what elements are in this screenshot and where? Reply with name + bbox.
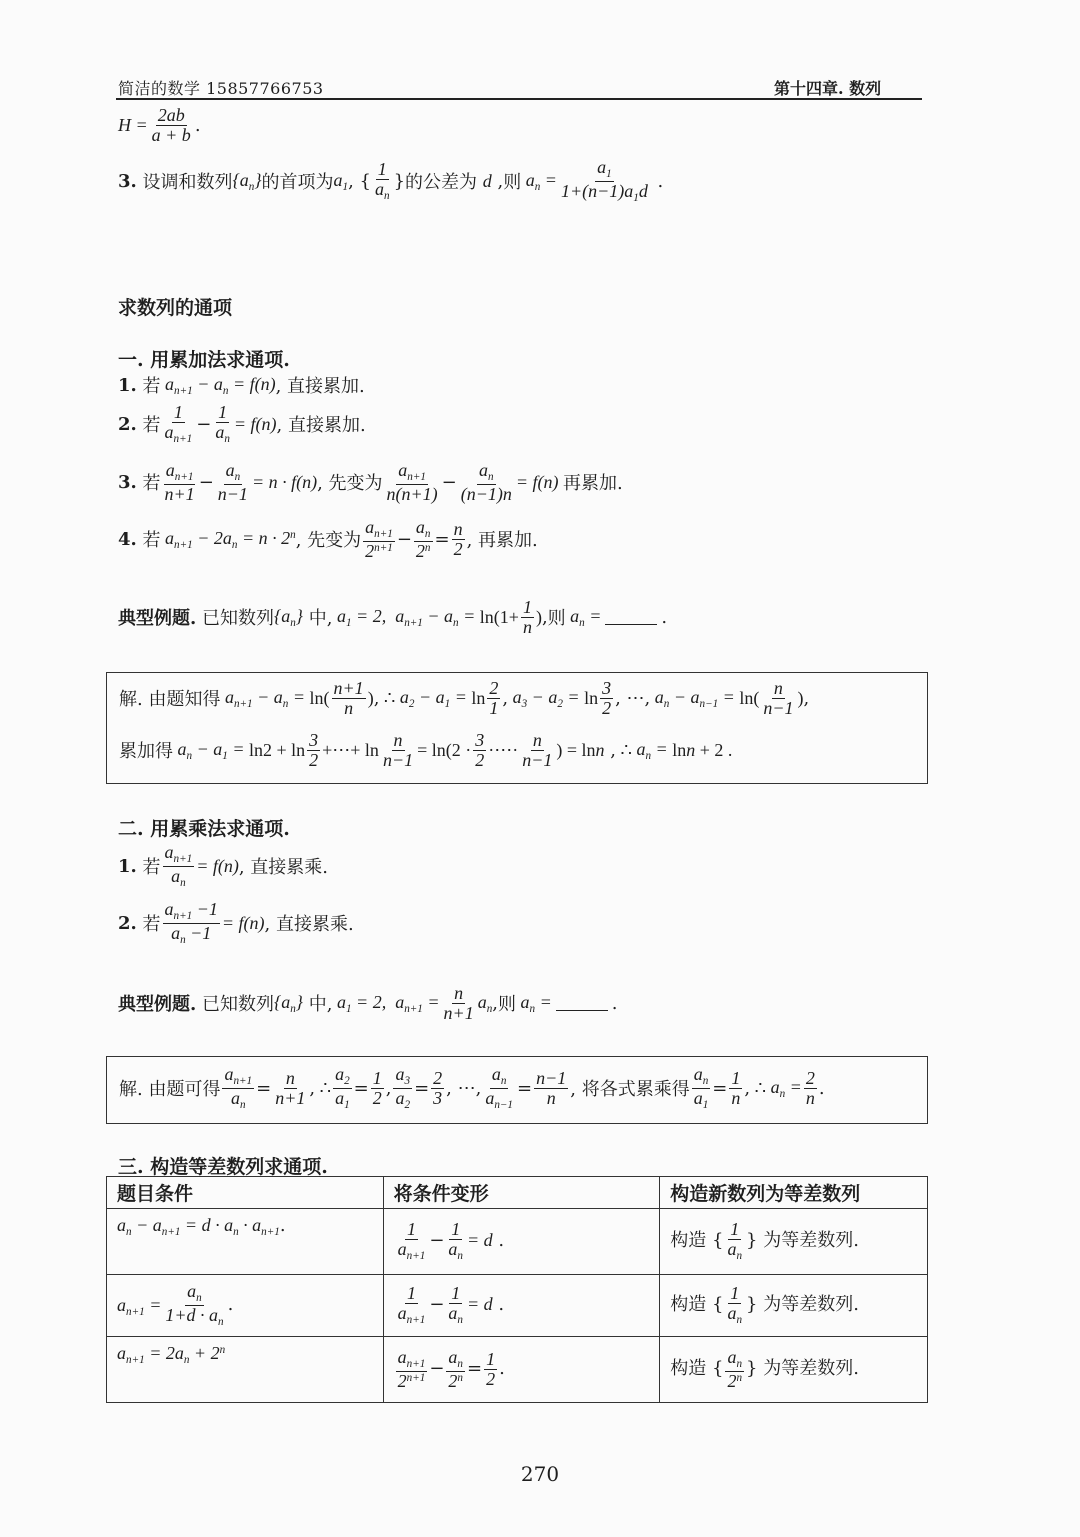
table-cell: $a_n - a_{n+1} = d \cdot a_n \cdot a_{n+1}$. [107, 1209, 384, 1275]
part3-title: 三. 构造等差数列求通项. [118, 1156, 328, 1178]
answer-blank [556, 996, 608, 1011]
table-cell: $\frac{a_{n+1}}{2^{n+1}}$ − $\frac{a_n}{2^n}$ = $\frac{1}{2}$ . [383, 1337, 660, 1403]
header-chapter: 第十四章. 数列 [774, 79, 882, 98]
table-header-cell: 将条件变形 [383, 1177, 660, 1209]
part1-solution-box [106, 672, 928, 784]
table-header-row [107, 1177, 928, 1209]
header-left: 简洁的数学 15857766753 [118, 79, 324, 98]
part1-item-3: 3. 若 $\frac{a_{n+1}}{n+1}$ − $\frac{a_n}{n-1}$ = n · f(n) , 先变为 $\frac{a_{n+1}}{n(n+1)}$ − $\frac{a_n}{(n-1)n}$ = f(n) 再累加. [118, 460, 623, 504]
table-cell: 构造 { $\frac{a_n}{2^n}$ } 为等差数列. [660, 1337, 928, 1403]
table-row [107, 1275, 928, 1337]
table-header-cell: 题目条件 [107, 1177, 384, 1209]
part2-example: 典型例题. 已知数列 $\{a_n\}$ 中, $a_1 = 2$, $a_{n+1}$ = $\frac{n}{n+1}$ $a_n$ , 则 $a_n$ = . [118, 983, 618, 1023]
part1-solution-line1: 解. 由题知得 $a_{n+1} - a_n$ = ln( $\frac{n+1}{n}$ ) , ∴ $a_2 - a_1$ = ln $\frac{2}{1}$ , $a_3 - a_2$ = ln $\frac{3}{2}$ , ⋯, $a_n - a_{n-1}$ = ln( $\frac{n}{n-1}$ ) , [119, 678, 810, 718]
table-cell: 构造 { $\frac{1}{a_n}$ } 为等差数列. [660, 1275, 928, 1337]
table-cell: $\frac{1}{a_{n+1}}$ − $\frac{1}{a_n}$ = d . [383, 1275, 660, 1337]
part1-item-2: 2. 若 $\frac{1}{a_{n+1}}$ − $\frac{1}{a_n}$ = f(n) , 直接累加. [118, 402, 366, 445]
part1-title: 一. 用累加法求通项. [118, 349, 290, 371]
part2-item-2: 2. 若 $\frac{a_{n+1} -1}{a_n -1}$ = f(n) , 直接累乘. [118, 899, 354, 946]
harmonic-item-3: 3. 设调和数列 $\{a_n\}$ 的首项为 $a_1$ , { $\frac{1}{a_n}$ } 的公差为 d , 则 $a_n$ = $\frac{a_1}{1+(n-1)a_1d}$ . [118, 157, 664, 204]
table-cell: $a_{n+1}$ = $\frac{a_n}{1+d \cdot a_n}$ . [107, 1275, 384, 1337]
table-cell: $\frac{1}{a_{n+1}}$ − $\frac{1}{a_n}$ = d . [383, 1209, 660, 1275]
arithmetic-construction-table [106, 1176, 928, 1403]
section-title: 求数列的通项 [118, 297, 233, 319]
table-cell: 构造 { $\frac{1}{a_n}$ } 为等差数列. [660, 1209, 928, 1275]
part2-solution-box [106, 1056, 928, 1124]
part2-solution-line: 解. 由题可得 $\frac{a_{n+1}}{a_n}$ = $\frac{n}{n+1}$ , ∴ $\frac{a_2}{a_1}$ = $\frac{1}{2}$ , $\frac{a_3}{a_2}$ = $\frac{2}{3}$ , ⋯, $\frac{a_n}{a_{n-1}}$ = $\frac{n-1}{n}$ , 将各式累乘得 $\frac{a_n}{a_1}$ = $\frac{1}{n}$ , ∴ $a_n$ = $\frac{2}{n}$ . [119, 1064, 825, 1111]
table-row [107, 1209, 928, 1275]
part1-item-1: 1. 若 $a_{n+1} - a_n = f(n)$ , 直接累加. [118, 373, 365, 397]
harmonic-mean-formula: H = $\frac{2ab}{a + b}$ . [118, 105, 201, 145]
table-row [107, 1337, 928, 1403]
part1-solution-line2: 累加得 $a_n - a_1$ = ln2 + ln $\frac{3}{2}$ +⋯+ ln $\frac{n}{n-1}$ = ln(2 · $\frac{3}{2}$ ·⋯· $\frac{n}{n-1}$ ) = ln n , ∴ $a_n$ = ln n + 2 . [119, 730, 733, 770]
part2-title: 二. 用累乘法求通项. [118, 818, 290, 840]
part1-item-4: 4. 若 $a_{n+1} - 2a_n = n \cdot 2^n$ , 先变为 $\frac{a_{n+1}}{2^{n+1}}$ − $\frac{a_n}{2^n}$ = $\frac{n}{2}$ , 再累加. [118, 517, 538, 561]
table-header-cell: 构造新数列为等差数列 [660, 1177, 928, 1209]
table-cell: $a_{n+1} = 2a_n + 2^n$ [107, 1337, 384, 1403]
part2-item-1: 1. 若 $\frac{a_{n+1}}{a_n}$ = f(n) , 直接累乘. [118, 842, 329, 889]
page-number: 270 [520, 1462, 560, 1486]
part1-example: 典型例题. 已知数列 $\{a_n\}$ 中, $a_1 = 2$, $a_{n+1} - a_n$ = ln(1+ $\frac{1}{n}$ ) , 则 $a_n$ = . [118, 597, 668, 637]
header-rule [116, 98, 922, 100]
answer-blank [605, 610, 657, 625]
